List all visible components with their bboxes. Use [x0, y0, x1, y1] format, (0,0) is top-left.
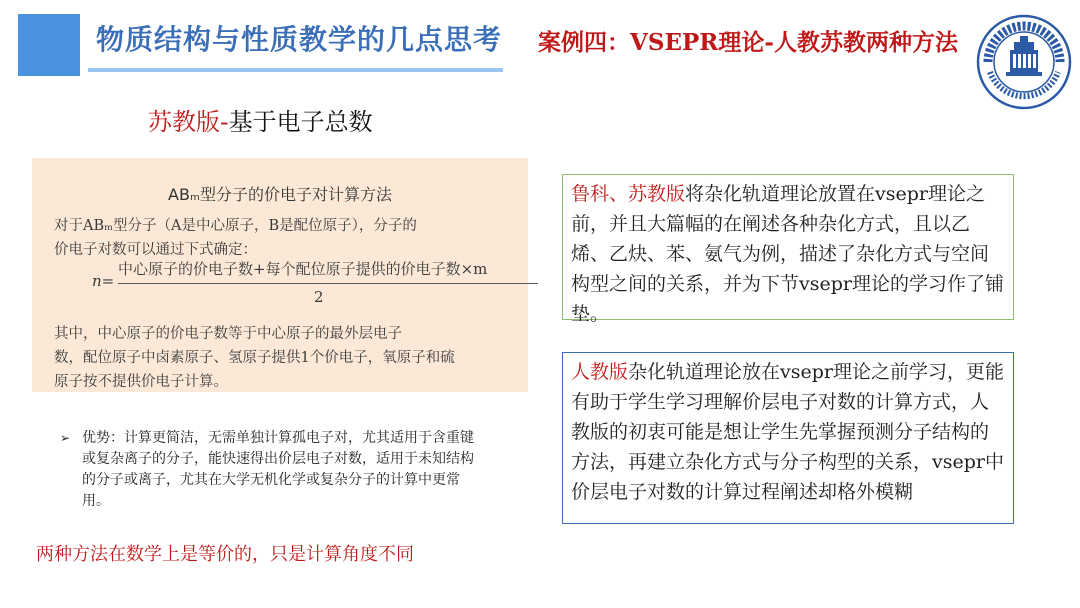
box-highlight: 鲁科、苏教版	[571, 183, 686, 205]
subtitle-method: 基于电子总数	[228, 108, 373, 136]
accent-square	[18, 14, 80, 76]
formula-numerator: 中心原子的价电子数+每个配位原子提供的价电子数×m	[118, 260, 488, 278]
textbook-note-line: 原子按不提供价电子计算。	[54, 374, 228, 390]
ren-edition-box	[562, 352, 1014, 524]
box-text: 杂化轨道理论放在vsepr理论之前学习，更能有助于学生学习理解价层电子对数的计算方式，人教版的初衷可能是想让学生先掌握预测分子结构的方法，再建立杂化方式与分子构型的关系，vsepr中价层电子对数的计算过程阐述却格外模糊	[571, 361, 1004, 503]
formula-n: n=	[92, 272, 115, 290]
lu-su-edition-box	[562, 174, 1014, 325]
textbook-line: 价电子对数可以通过下式确定：	[54, 242, 257, 258]
fraction-bar	[118, 283, 538, 284]
formula-denominator: 2	[314, 288, 324, 306]
textbook-note-line: 其中，中心原子的价电子数等于中心原子的最外层电子	[54, 326, 402, 342]
page-title: 物质结构与性质教学的几点思考	[96, 23, 503, 56]
textbook-excerpt	[32, 158, 528, 392]
box-text: 将杂化轨道理论放置在vsepr理论之前，并且大篇幅的在阐述各种杂化方式，且以乙烯、乙炔、苯、氨气为例，描述了杂化方式与空间构型之间的关系，并为下节vsepr理论的学习作了铺垫。	[571, 183, 1004, 325]
textbook-note-line: 数，配位原子中卤素原子、氢原子提供1个价电子，氧原子和硫	[54, 350, 455, 366]
school-logo	[976, 14, 1072, 110]
title-underline	[88, 68, 503, 72]
arrow-bullet-icon: ➢	[60, 431, 71, 445]
textbook-title: ABₘ型分子的价电子对计算方法	[168, 185, 392, 204]
textbook-line: 对于ABₘ型分子（A是中心原子，B是配位原子），分子的	[54, 218, 417, 234]
case-title: 案例四：VSEPR理论-人教苏教两种方法	[538, 29, 958, 56]
box-highlight: 人教版	[571, 361, 629, 383]
section-subtitle	[148, 102, 373, 137]
advantage-text: 优势：计算更简洁，无需单独计算孤电子对，尤其适用于含重键或复杂离子的分子，能快速得出价层电子对数，适用于未知结构的分子或离子，尤其在大学无机化学或复杂分子的计算中更常用。	[82, 430, 474, 509]
subtitle-edition: 苏教版-	[148, 108, 229, 136]
conclusion-text: 两种方法在数学上是等价的，只是计算角度不同	[36, 544, 414, 565]
